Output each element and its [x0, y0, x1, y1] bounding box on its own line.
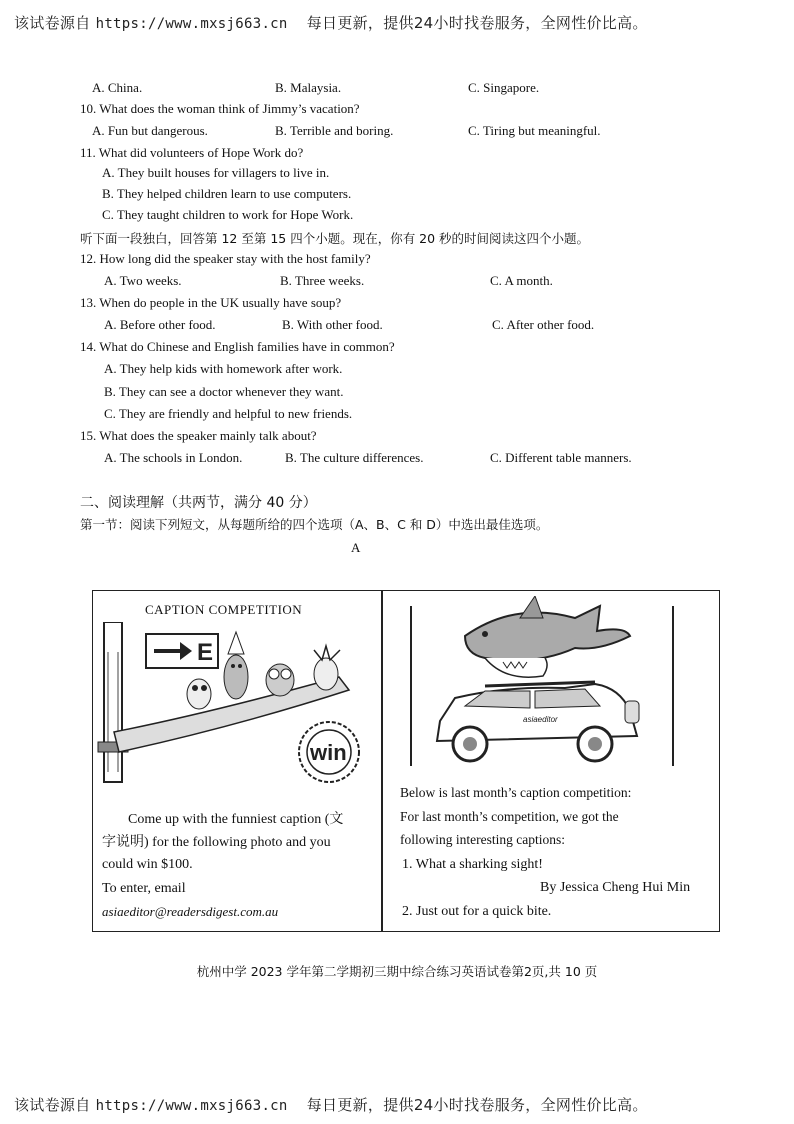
section2-part1-instruction: 第一节：阅读下列短文，从每题所给的四个选项（A、B、C 和 D）中选出最佳选项。 — [80, 517, 549, 532]
penguin-icon — [224, 632, 248, 699]
caption-competition-heading: CAPTION COMPETITION — [145, 602, 303, 617]
q9-option-b: B. Malaysia. — [275, 80, 342, 95]
q13-option-b: B. With other food. — [282, 317, 383, 332]
right-panel-line-3: following interesting captions: — [400, 832, 565, 847]
bird-icon — [314, 646, 340, 690]
q15-stem: 15. What does the speaker mainly talk about? — [80, 428, 317, 443]
right-panel-line-1: Below is last month’s caption competition: — [400, 785, 632, 800]
top-banner — [14, 12, 648, 33]
q14-option-c: C. They are friendly and helpful to new friends. — [104, 406, 353, 421]
q10-option-b: B. Terrible and boring. — [275, 123, 394, 138]
q11-option-c: C. They taught children to work for Hope Work. — [102, 207, 354, 222]
caption-1-byline: By Jessica Cheng Hui Min — [540, 880, 691, 895]
banner-site: 该试卷源自 — [14, 1096, 91, 1114]
q11-option-a: A. They built houses for villagers to live in. — [102, 165, 330, 180]
caption-1: 1. What a sharking sight! — [402, 857, 543, 872]
q11-option-b: B. They helped children learn to use computers. — [102, 186, 352, 201]
left-panel-line-4: To enter, email — [102, 881, 186, 896]
car-decal-text: asiaeditor — [523, 715, 558, 724]
q9-option-a: A. China. — [92, 80, 143, 95]
q10-option-a: A. Fun but dangerous. — [92, 123, 208, 138]
banner-slogan: 每日更新，提供24小时找卷服务，全网性价比高。 — [306, 1096, 648, 1114]
monologue-instruction: 听下面一段独白，回答第 12 至第 15 四个小题。现在，你有 20 秒的时间阅读这四个小题。 — [80, 231, 590, 246]
left-panel-line-3: could win $100. — [102, 857, 193, 872]
bottom-banner — [14, 1094, 648, 1115]
q15-option-b: B. The culture differences. — [285, 450, 424, 465]
left-panel-line-2: 字说明) for the following photo and you — [102, 835, 331, 850]
page-footer: 杭州中学 2023 学年第二学期初三期中综合练习英语试卷第2页,共 10 页 — [196, 964, 598, 979]
q14-option-a: A. They help kids with homework after work. — [104, 361, 343, 376]
car-icon — [437, 682, 639, 761]
lamp-post-icon — [98, 622, 128, 782]
left-panel-line-1: Come up with the funniest caption (文 — [128, 812, 344, 827]
owl-icon — [266, 664, 294, 696]
q15-option-c: C. Different table manners. — [490, 450, 632, 465]
q12-stem: 12. How long did the speaker stay with the host family? — [80, 251, 371, 266]
q13-option-a: A. Before other food. — [104, 317, 216, 332]
q13-stem: 13. When do people in the UK usually have soup? — [80, 295, 342, 310]
right-panel-bar — [672, 606, 674, 766]
cartoon-illustration — [94, 622, 379, 790]
q12-option-b: B. Three weeks. — [280, 273, 365, 288]
q14-option-b: B. They can see a doctor whenever they want. — [104, 384, 344, 399]
q13-option-c: C. After other food. — [492, 317, 595, 332]
banner-site: 该试卷源自 — [14, 14, 91, 32]
entry-email[interactable]: asiaeditor@readersdigest.com.au — [102, 904, 279, 919]
panel-divider — [381, 590, 383, 932]
q15-option-a: A. The schools in London. — [104, 450, 243, 465]
right-panel-line-2: For last month’s competition, we got the — [400, 809, 619, 824]
right-panel-bar — [410, 606, 412, 766]
win-badge-text: win — [310, 740, 347, 765]
caption-2: 2. Just out for a quick bite. — [402, 904, 552, 919]
banner-url[interactable]: https://www.mxsj663.cn — [95, 1098, 288, 1114]
q11-stem: 11. What did volunteers of Hope Work do? — [80, 145, 304, 160]
section2-title: 二、阅读理解（共两节，满分 40 分） — [80, 495, 317, 511]
q9-option-c: C. Singapore. — [468, 80, 540, 95]
q14-stem: 14. What do Chinese and English families have in common? — [80, 339, 395, 354]
shark-car-illustration — [425, 596, 665, 776]
exit-sign-icon — [146, 634, 218, 668]
bird-icon — [187, 679, 211, 709]
q10-stem: 10. What does the woman think of Jimmy’s vacation? — [80, 101, 360, 116]
passage-label: A — [351, 540, 361, 555]
q10-option-c: C. Tiring but meaningful. — [468, 123, 601, 138]
banner-slogan: 每日更新，提供24小时找卷服务，全网性价比高。 — [306, 14, 648, 32]
banner-url[interactable]: https://www.mxsj663.cn — [95, 16, 288, 32]
q12-option-c: C. A month. — [490, 273, 553, 288]
win-badge-icon — [299, 722, 359, 782]
sign-letter: E — [197, 639, 214, 666]
q12-option-a: A. Two weeks. — [104, 273, 182, 288]
shark-icon — [465, 596, 630, 677]
